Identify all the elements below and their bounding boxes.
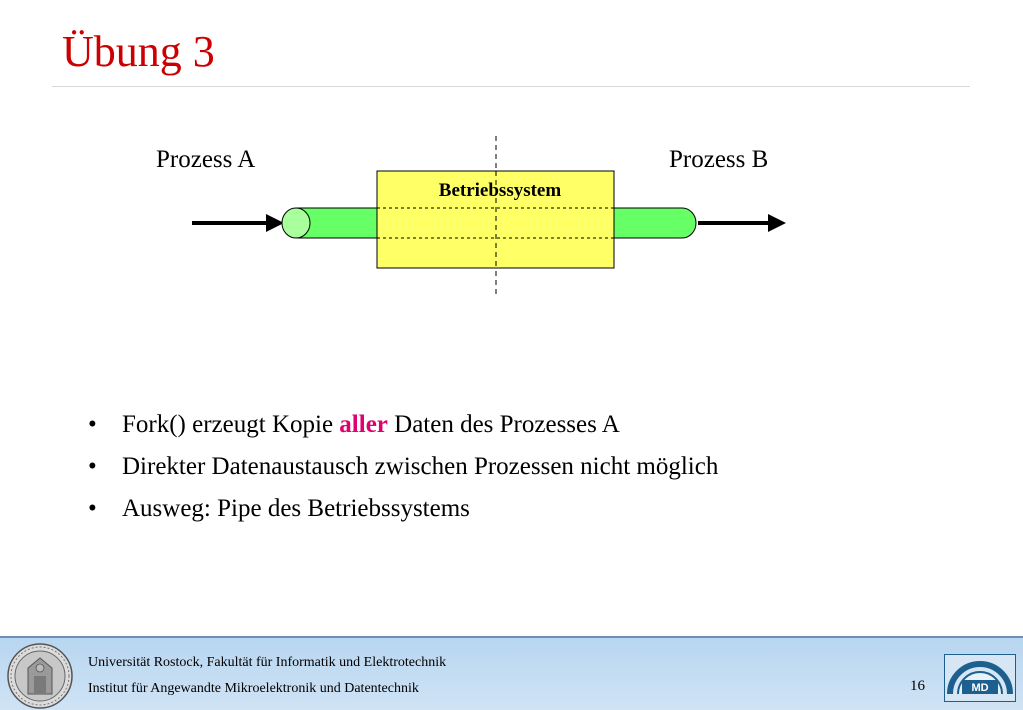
pipe-diagram [0, 0, 1023, 320]
footer-university: Universität Rostock, Fakultät für Informatik und Elektrotechnik [88, 655, 447, 670]
footer-institute: Institut für Angewandte Mikroelektronik und Datentechnik [88, 681, 419, 696]
input-arrow [192, 214, 284, 232]
md-logo-text: MD [971, 682, 989, 694]
bullet-list [88, 406, 718, 532]
output-arrow [698, 214, 786, 232]
footer-bar [0, 636, 1023, 710]
process-b-label: Prozess B [669, 146, 769, 173]
emphasis-text: aller [339, 411, 388, 438]
process-a-label: Prozess A [156, 146, 256, 173]
page-number: 16 [910, 678, 925, 694]
university-seal-logo [4, 642, 76, 710]
bullet-item: • Fork() erzeugt Kopie aller Daten des Prozesses A [88, 411, 620, 438]
bullet-item: • Direkter Datenaustausch zwischen Prozessen nicht möglich [88, 453, 719, 480]
os-label: Betriebssystem [438, 180, 562, 201]
bullet-item: • Ausweg: Pipe des Betriebssystems [88, 495, 470, 522]
institute-md-logo [944, 654, 1016, 702]
slide-title: Übung 3 [62, 27, 215, 76]
